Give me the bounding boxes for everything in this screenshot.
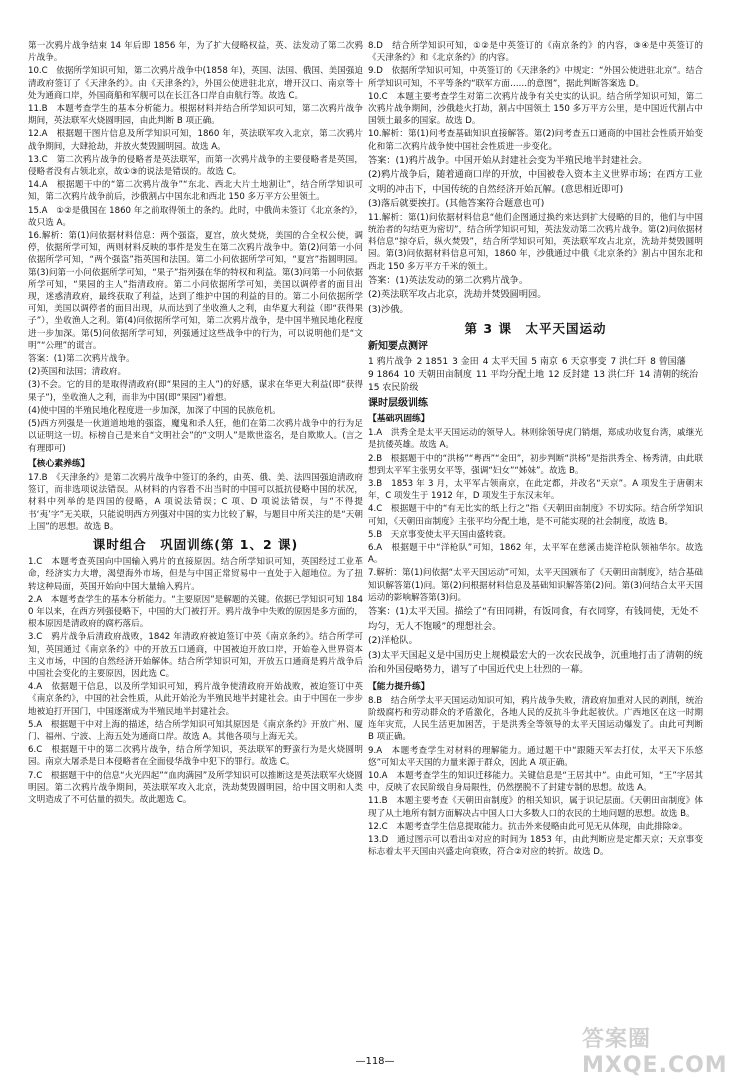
knowledge-item: 13 洪仁玕 [593,369,635,380]
ability-answer: 8.B 结合所学太平天国运动知识可知，鸦片战争失败，清政府加重对人民的剥削，统治阶级腐朽和劳动群众的矛盾激化，各地人民的反抗斗争此起彼伏。广西地区在这一时期连年灾荒，人民生活更加困苦，于是洪秀全等领导的太平天国运动爆发了。由此可判断 B 项正确。 [368,695,703,743]
answer-paragraph: 10.C 本题主要考查学生对第二次鸦片战争有关史实的认识。结合所学知识可知，第二次鸦片战争期间，沙俄趁火打劫，割占中国领土 150 多万平方公里，是中国近代割占中国领土最多的国家。故选 D。 [368,91,703,127]
watermark-text: 答案圈 MXQE.COM [582,1027,728,1078]
knowledge-item: 10 天朝田亩制度 [403,369,472,380]
knowledge-item: 5 南京 [531,356,558,367]
lesson-answer: 4.A 依据题干信息，以及所学知识可知，鸦片战争使清政府开始战败，被迫签订中英《南京条约》，中国的社会性质，从此开始沦为半殖民地半封建社会。由于中国在一步步地被迫打开国门，中国逐渐成为半殖民地半封建社会。 [28,682,363,717]
basic-answer: 2.B 根据题干中的“洪杨”“粤西”“金田”，初步判断“洪杨”是指洪秀全、杨秀清，由此联想到太平军主张男女平等，强调“妇女”“姊妹”。故选 B。 [368,453,703,476]
knowledge-item: 14 清朝的统治 [638,369,699,380]
answer-paragraph: (5)西方列强是一伙道道地地的强盗，魔鬼和杀人狂，他们在第二次鸦片战争中的行为足以证明这一切。标榜自己是来自“文明社会”的“文明人”是欺世盗名，是自欺欺人。(言之有理即可) [28,419,363,454]
answer-paragraph: 10.C 依据所学知识可知，第二次鸦片战争中(1858 年)，英国、法国、俄国、美国强迫清政府签订了《天津条约》。由《天津条约》，外国公使进驻北京，增开汉口、南京等十处为通商口岸，外国商船和军舰可以在长江各口岸自由航行等。故选 C。 [28,66,363,101]
answer-paragraph: (2)英国和法国；清政府。 [28,367,127,378]
knowledge-item: 8 曾国藩 [650,356,686,367]
knowledge-item: 12 反封建 [548,369,590,380]
knowledge-item: 3 金田 [452,356,479,367]
q11-analysis: 11.解析：第(1)问依据材料信息“他们企图通过换约来达到扩大侵略的目的，他们与中国统治者的勾结更为密切”，结合所学知识可知，英法发动第二次鸦片战争。第(2)问依据材料信息“掠夺后，纵火焚毁”，结合所学知识可知，英法联军攻占北京，洗劫并焚毁圆明园。第(3)问依据材料信息可知，1860 年，沙俄通过中俄《北京条约》割占中国东北和西北 150 多万平方千米的领土。 [368,212,703,272]
basic-answer: 6.A 根据题干中“洋枪队”可知，1862 年，太平军在慈溪击毙洋枪队领袖华尔。故选 A。 [368,542,703,566]
core-literacy-label: 【核心素养练】 [28,458,90,469]
ability-answer: 9.A 本题考查学生对材料的理解能力。通过题干中“跟随天军去打仗，太平天下乐悠悠”可知太平天国的力量来源于群众，因此 A 项正确。 [368,745,703,768]
knowledge-item: 2 1851 [416,356,449,367]
lesson-combo-title: 课时组合 巩固训练(第 1、2 课) [92,536,299,552]
answer-paragraph: 11.B 本题考查学生的基本分析能力。根据材料并结合所学知识可知，第二次鸦片战争期间，英法联军火烧圆明园，由此判断 B 项正确。 [28,104,363,127]
answer-line: (2)洋枪队。 [368,635,418,646]
knowledge-item: 4 太平天国 [482,356,528,367]
basic-answer: 4.C 根据题干中的“有无比实的纸上行之”指《天朝田亩制度》不切实际。结合所学知识可知，《天朝田亩制度》主张平均分配土地，是不可能实现的社会制度，故选 B。 [368,504,703,527]
answer-paragraph: (4)使中国的半殖民地化程度进一步加深，加深了中国的民族危机。 [28,405,281,416]
knowledge-item: 15 农民阶级 [368,382,419,393]
ability-answer: 12.C 本题考查学生信息提取能力。抗击外来侵略由此可见无从体现，由此排除②。 [368,821,688,832]
lesson-answer: 2.A 本题考查学生的基本分析能力。“主要原因”是解题的关键。依据已学知识可知 1840 年以来，在西方列强侵略下，中国的大门被打开。鸦片战争中失败的原因是多方面的，根本原因是清政府的腐朽落后。 [28,594,363,630]
basic-answer: 1.A 洪秀全是太平天国运动的领导人。林则徐领导虎门销烟，郑成功收复台湾，戚继光是抗倭英雄。故选 A。 [368,428,703,451]
answer-line: (3)沙俄。 [368,303,409,315]
answer-paragraph: 16.解析：第(1)问依据材料信息：两个强盗，夏宫，放火焚烧，美国的合全权公使，调停，依据所学可知，两则材料反映的事件是发生在第二次鸦片战争中。第(2)问第一小问依据所学可知，“两个强盗”指英国和法国。第二小问依据所学可知，“夏宫”指圆明园。第(3)问第一小问依据所学可知，“果子”指列强在华的特权和利益。第(3)问第一小问依据所学可知，“果园的主人”指清政府。第二小问依据所学可知，美国以调停者的面目出现，迷惑清政府，最终获取了利益，达到了维护中国的利益的目的。第二小问依据所学可知，美国以调停者的面目出现，从而达到了坐收渔人之利，由华夏大利益（即“获得果子”），坐收渔人之利。第(4)问依据所学可知，第二次鸦片战争，是中国半殖民地化程度进一步加深。第(5)问依据所学可知，列强通过这些战争中的行为，可以说明他们是“文明”“公理”的谎言。 [28,231,363,351]
answer-paragraph: 15.A ①②是俄国在 1860 年之前取得领土的条约。此时，中俄尚未签订《北京条约》，故只选 A。 [28,205,363,228]
answer-paragraph: 第一次鸦片战争结束 14 年后即 1856 年，为了扩大侵略权益，英、法发动了第二次鸦片战争。 [28,41,363,64]
answer-paragraph: 答案：(1)第二次鸦片战争。 [28,354,135,365]
practice-heading: 课时层级训练 [368,397,428,409]
basic-answer: 5.B 天京事变使太平天国由盛转衰。 [368,529,512,540]
answer-line: 答案：(1)鸦片战争。中国开始从封建社会变为半殖民地半封建社会。 [368,154,648,166]
ability-answer: 11.B 本题主要考查《天朝田亩制度》的相关知识，属于识记层面。《天朝田亩制度》体现了从土地所有制方面解决占中国人口大多数人口的农民的土地问题的思想。故选 B。 [368,796,703,819]
basic-answer: 3.B 1853 年 3 月，太平军占领南京，在此定都，并改名“天京”。A 项发生于唐朝末年，C 项发生于 1912 年，D 项发生于东汉末年。 [368,478,703,502]
answer-line: (2)鸦片战争后，随着通商口岸的开放，中国被卷入资本主义世界市场；在西方工业文明的冲击下，中国传统的自然经济开始瓦解。(意思相近即可) [368,169,703,195]
core-answer: 17.B 《天津条约》是第二次鸦片战争中签订的条约，由英、俄、美、法四国强迫清政府签订，而非选项说法错误。从材料的内容看不出当时的中国可以抵抗侵略中国的状况，材料中列举的是四国的侵略，A 项说法错误；C 项、D 项说法错误，与“不得提书‘夷’字”无关联，只能说明西方列强对中国的实力比较了解，与题目中所关注的是“天朝上国”的思想。故选 B。 [28,472,363,532]
lesson-answer: 5.A 根据题干中对上海的描述，结合所学知识可知其原因是《南京条约》开放广州、厦门、福州、宁波、上海五处为通商口岸。故选 A。其他各项与上海无关。 [28,719,363,742]
knowledge-item: 7 洪仁玕 [610,356,647,367]
knowledge-grid [368,356,703,395]
lesson-answer: 1.C 本题考查英国向中国输入鸦片的直接原因。结合所学知识可知，英国经过工业革命，经济实力大增，渴望海外市场，但是与中国正常贸易中一直处于入超地位。为了扭转这种局面，英国开始向中国大量输入鸦片。 [28,557,363,592]
knowledge-item: 6 天京事变 [561,356,607,367]
lesson-answer: 3.C 鸦片战争后清政府战败，1842 年清政府被迫签订中英《南京条约》。结合所学可知，英国通过《南京条约》中的开放五口通商，中国被迫开放口岸，开始卷入世界资本主义市场，中国的自然经济开始解体。结合所学知识可知，开放五口通商是鸦片战争后中国社会变化的主要原因，因此选 C。 [28,632,363,679]
ability-label: 【能力提升练】 [368,681,430,692]
left-column [28,40,363,807]
knowledge-heading: 新知要点测评 [368,340,428,352]
right-column [368,40,703,859]
answer-paragraph: 13.C 第二次鸦片战争的侵略者是英法联军，而第一次鸦片战争的主要侵略者是英国，侵略者没有占领北京，故①③的说法是错误的。故选 C。 [28,154,363,178]
lesson3-title: 第 3 课 太平天国运动 [464,321,607,337]
answer-line: (2)英法联军攻占北京，洗劫并焚毁圆明园。 [368,289,547,301]
answer-paragraph: 9.D 依据所学知识可知，中英签订的《天津条约》中规定：“外国公使进驻北京”。结合所学知识可知，不平等条约“联军方面……的意图”，据此判断答案选 D。 [368,66,703,89]
page-number: —118— [355,1056,395,1067]
answer-line: (3)太平天国起义是中国历史上规模最宏大的一次农民战争，沉重地打击了清朝的统治和外国侵略势力，谱写了中国近代史上壮烈的一幕。 [368,649,703,675]
watermark-logo [582,1008,742,1078]
ability-answer: 13.D 通过图示可以看出①对应的时间为 1853 年，由此判断应是定都天京；天京事变标志着太平天国由兴盛走向衰败，符合②对应的转折。故选 D。 [368,834,703,858]
answer-line: (3)落后就要挨打。(其他答案符合题意也可) [368,198,545,210]
knowledge-item: 11 平均分配土地 [475,369,545,380]
answer-line: 答案：(1)太平天国。描绘了“有田同耕，有饭同食，有衣同穿，有钱同使，无处不均匀，无人不饱暖”的理想社会。 [368,606,699,632]
lesson-answer: 7.C 根据题干中的信息“火光四起”“血肉满园”及所学知识可以推断这是英法联军火烧圆明园。第二次鸦片战争期间，英法联军攻入北京，洗劫焚毁圆明园，给中国文明和人类文明造成了不可估量的损失。故此题选 C。 [28,770,363,805]
q7-analysis: 7.解析：第(1)问依据“太平天国运动”可知，太平天国颁布了《天朝田亩制度》，结合基础知识解答第(1)问。第(2)问根据材料信息及基础知识解答第(2)问。第(3)问结合太平天国运动的影响解答第(3)问。 [368,568,703,603]
answer-paragraph: 12.A 根据题干图片信息及所学知识可知，1860 年，英法联军攻入北京，第二次鸦片战争期间，大肆抢劫，并放火焚毁圆明园。故选 A。 [28,129,363,152]
knowledge-item: 1 鸦片战争 [368,356,413,367]
answer-paragraph: 14.A 根据题干中的“第二次鸦片战争”“东北、西北大片土地割让”，结合所学知识可知，第二次鸦片战争前后，沙俄割占中国东北和西北 150 多万平方公里领土。 [28,180,363,203]
q10-analysis: 10.解析：第(1)问考查基础知识直接解答。第(2)问考查五口通商的中国社会性质开始变化和第二次鸦片战争使中国社会性质进一步变化。 [368,129,703,152]
answer-line: 答案：(1)英法发动的第二次鸦片战争。 [368,274,529,286]
lesson-answer: 6.C 根据题干中的第二次鸦片战争，结合所学知识，英法联军的野蛮行为是火烧圆明园。南京大屠杀是日本侵略者在全面侵华战争中犯下的罪行。故选 C。 [28,745,363,768]
knowledge-item: 9 1864 [368,369,400,380]
basic-label: 【基础巩固练】 [368,413,430,424]
answer-paragraph: (3)不会。它的目的是取得清政府(即“果园的主人”)的好感，谋求在华更大利益(即“获得果子”)，坐收渔人之利，而非为中国(即“果园”)着想。 [28,380,363,403]
answer-paragraph: 8.D 结合所学知识可知，①②是中英签订的《南京条约》的内容，③④是中英签订的《天津条约》和《北京条约》的内容。 [368,41,703,64]
ability-answer: 10.A 本题考查学生的知识迁移能力。关键信息是“王居其中”。由此可知，“王”字居其中，反映了农民阶级自身局限性，仍然摆脱不了封建专制的思想。故选 A。 [368,770,703,794]
